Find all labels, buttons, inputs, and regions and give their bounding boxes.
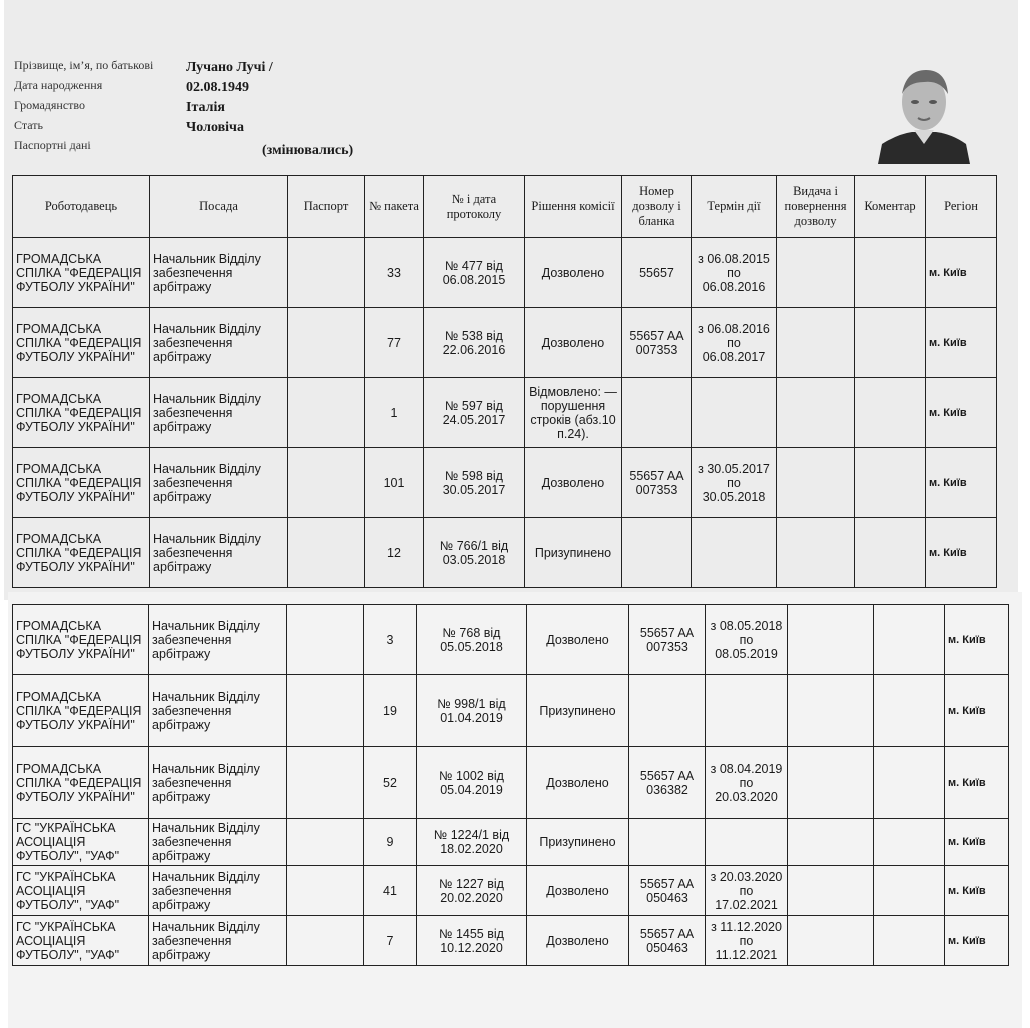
- cell-position: Начальник Відділу забезпечення арбітражу: [150, 518, 288, 588]
- cell-employer: ГРОМАДСЬКА СПІЛКА "ФЕДЕРАЦІЯ ФУТБОЛУ УКРАЇНИ": [13, 675, 149, 747]
- cell-passport: [287, 866, 364, 916]
- cell-issue: [777, 378, 855, 448]
- cell-term: з 11.12.2020 по 11.12.2021: [706, 916, 788, 966]
- cell-issue: [788, 916, 874, 966]
- cell-permit: 55657 AA 036382: [629, 747, 706, 819]
- cell-package: 12: [365, 518, 424, 588]
- field-value: 02.08.1949: [186, 80, 249, 95]
- passport-note: (змінювались): [262, 143, 354, 158]
- cell-region: м. Київ: [945, 747, 1009, 819]
- cell-employer: ГРОМАДСЬКА СПІЛКА "ФЕДЕРАЦІЯ ФУТБОЛУ УКРАЇНИ": [13, 518, 150, 588]
- cell-permit: 55657 AA 050463: [629, 866, 706, 916]
- cell-term: з 06.08.2015 по 06.08.2016: [692, 238, 777, 308]
- cell-package: 9: [364, 819, 417, 866]
- field-value: Італія: [186, 100, 225, 115]
- cell-permit: 55657 AA 007353: [622, 308, 692, 378]
- cell-comment: [855, 308, 926, 378]
- cell-permit: 55657 AA 050463: [629, 916, 706, 966]
- header-decision: Рішення комісії: [525, 176, 622, 238]
- cell-passport: [288, 378, 365, 448]
- cell-employer: ГС "УКРАЇНСЬКА АСОЦІАЦІЯ ФУТБОЛУ", "УАФ": [13, 819, 149, 866]
- cell-region: м. Київ: [945, 675, 1009, 747]
- cell-comment: [874, 605, 945, 675]
- cell-comment: [855, 518, 926, 588]
- cell-decision: Дозволено: [527, 747, 629, 819]
- header-region: Регіон: [926, 176, 997, 238]
- table-row: [13, 747, 1009, 819]
- cell-passport: [287, 916, 364, 966]
- table-row: [13, 308, 997, 378]
- cell-protocol: № 768 від 05.05.2018: [417, 605, 527, 675]
- permits-table-part1: [12, 175, 997, 588]
- header-issue: Видача і повернення дозволу: [777, 176, 855, 238]
- header-comment: Коментар: [855, 176, 926, 238]
- table-row: [13, 675, 1009, 747]
- table-row: [13, 916, 1009, 966]
- field-label: Дата народження: [14, 78, 103, 92]
- cell-region: м. Київ: [926, 518, 997, 588]
- header-employer: Роботодавець: [13, 176, 150, 238]
- cell-comment: [855, 378, 926, 448]
- cell-package: 101: [365, 448, 424, 518]
- cell-decision: Дозволено: [525, 238, 622, 308]
- field-label: Прізвище, ім’я, по батькові: [14, 58, 154, 72]
- field-value: Чоловіча: [186, 120, 244, 135]
- header-term: Термін дії: [692, 176, 777, 238]
- table-header-row: [13, 176, 997, 238]
- cell-protocol: № 597 від 24.05.2017: [424, 378, 525, 448]
- header-protocol: № і дата протоколу: [424, 176, 525, 238]
- cell-position: Начальник Відділу забезпечення арбітражу: [149, 605, 287, 675]
- cell-region: м. Київ: [945, 916, 1009, 966]
- cell-protocol: № 598 від 30.05.2017: [424, 448, 525, 518]
- cell-permit: [629, 675, 706, 747]
- cell-comment: [855, 238, 926, 308]
- header-package: № пакета: [365, 176, 424, 238]
- cell-position: Начальник Відділу забезпечення арбітражу: [149, 747, 287, 819]
- cell-passport: [288, 308, 365, 378]
- cell-position: Начальник Відділу забезпечення арбітражу: [150, 238, 288, 308]
- portrait-photo-icon: [878, 64, 970, 164]
- cell-issue: [777, 238, 855, 308]
- cell-comment: [874, 675, 945, 747]
- cell-protocol: № 1227 від 20.02.2020: [417, 866, 527, 916]
- cell-decision: Дозволено: [527, 605, 629, 675]
- cell-employer: ГРОМАДСЬКА СПІЛКА "ФЕДЕРАЦІЯ ФУТБОЛУ УКРАЇНИ": [13, 747, 149, 819]
- cell-package: 1: [365, 378, 424, 448]
- cell-employer: ГС "УКРАЇНСЬКА АСОЦІАЦІЯ ФУТБОЛУ", "УАФ": [13, 916, 149, 966]
- cell-comment: [874, 866, 945, 916]
- cell-employer: ГРОМАДСЬКА СПІЛКА "ФЕДЕРАЦІЯ ФУТБОЛУ УКРАЇНИ": [13, 308, 150, 378]
- cell-decision: Призупинено: [525, 518, 622, 588]
- field-value: Лучано Лучі /: [186, 60, 273, 75]
- table-row: [13, 605, 1009, 675]
- field-label: Громадянство: [14, 98, 85, 112]
- cell-issue: [788, 605, 874, 675]
- cell-position: Начальник Відділу забезпечення арбітражу: [149, 916, 287, 966]
- cell-package: 41: [364, 866, 417, 916]
- cell-issue: [788, 675, 874, 747]
- cell-package: 19: [364, 675, 417, 747]
- cell-comment: [874, 747, 945, 819]
- cell-term: з 20.03.2020 по 17.02.2021: [706, 866, 788, 916]
- cell-region: м. Київ: [945, 866, 1009, 916]
- cell-region: м. Київ: [926, 238, 997, 308]
- permits-table-part2: [12, 604, 1009, 966]
- cell-region: м. Київ: [945, 819, 1009, 866]
- cell-passport: [287, 675, 364, 747]
- cell-term: з 08.04.2019 по 20.03.2020: [706, 747, 788, 819]
- cell-protocol: № 538 від 22.06.2016: [424, 308, 525, 378]
- cell-term: [706, 675, 788, 747]
- cell-package: 33: [365, 238, 424, 308]
- cell-protocol: № 477 від 06.08.2015: [424, 238, 525, 308]
- cell-employer: ГС "УКРАЇНСЬКА АСОЦІАЦІЯ ФУТБОЛУ", "УАФ": [13, 866, 149, 916]
- cell-term: [692, 378, 777, 448]
- cell-comment: [874, 916, 945, 966]
- cell-passport: [287, 605, 364, 675]
- cell-issue: [788, 819, 874, 866]
- cell-issue: [788, 866, 874, 916]
- cell-comment: [855, 448, 926, 518]
- cell-issue: [777, 518, 855, 588]
- header-permit: Номер дозволу і бланка: [622, 176, 692, 238]
- cell-employer: ГРОМАДСЬКА СПІЛКА "ФЕДЕРАЦІЯ ФУТБОЛУ УКРАЇНИ": [13, 448, 150, 518]
- cell-permit: [622, 378, 692, 448]
- header-passport: Паспорт: [288, 176, 365, 238]
- cell-decision: Дозволено: [527, 866, 629, 916]
- cell-decision: Дозволено: [525, 448, 622, 518]
- cell-protocol: № 1002 від 05.04.2019: [417, 747, 527, 819]
- field-label: Стать: [14, 118, 43, 132]
- table-row: [13, 866, 1009, 916]
- cell-term: [692, 518, 777, 588]
- table-row: [13, 238, 997, 308]
- cell-position: Начальник Відділу забезпечення арбітражу: [149, 819, 287, 866]
- cell-protocol: № 998/1 від 01.04.2019: [417, 675, 527, 747]
- cell-region: м. Київ: [926, 378, 997, 448]
- table-body-part2: [13, 605, 1009, 966]
- cell-passport: [288, 448, 365, 518]
- cell-permit: 55657 AA 007353: [629, 605, 706, 675]
- cell-permit: 55657 AA 007353: [622, 448, 692, 518]
- cell-decision: Призупинено: [527, 675, 629, 747]
- cell-issue: [788, 747, 874, 819]
- field-label: Паспортні дані: [14, 138, 91, 152]
- cell-term: з 30.05.2017 по 30.05.2018: [692, 448, 777, 518]
- table-row: [13, 518, 997, 588]
- table-body-part1: [13, 238, 997, 588]
- cell-issue: [777, 308, 855, 378]
- cell-package: 7: [364, 916, 417, 966]
- cell-decision: Дозволено: [525, 308, 622, 378]
- cell-decision: Призупинено: [527, 819, 629, 866]
- cell-region: м. Київ: [926, 308, 997, 378]
- cell-decision: Дозволено: [527, 916, 629, 966]
- table-row: [13, 378, 997, 448]
- cell-protocol: № 1455 від 10.12.2020: [417, 916, 527, 966]
- cell-term: з 08.05.2018 по 08.05.2019: [706, 605, 788, 675]
- cell-position: Начальник Відділу забезпечення арбітражу: [150, 378, 288, 448]
- cell-decision: Відмовлено: — порушення строків (абз.10 п.24).: [525, 378, 622, 448]
- cell-position: Начальник Відділу забезпечення арбітражу: [149, 675, 287, 747]
- cell-passport: [287, 819, 364, 866]
- cell-package: 3: [364, 605, 417, 675]
- cell-permit: [629, 819, 706, 866]
- cell-passport: [287, 747, 364, 819]
- cell-permit: 55657: [622, 238, 692, 308]
- cell-permit: [622, 518, 692, 588]
- cell-region: м. Київ: [945, 605, 1009, 675]
- table-row: [13, 448, 997, 518]
- cell-term: з 06.08.2016 по 06.08.2017: [692, 308, 777, 378]
- cell-region: м. Київ: [926, 448, 997, 518]
- cell-package: 52: [364, 747, 417, 819]
- cell-package: 77: [365, 308, 424, 378]
- cell-position: Начальник Відділу забезпечення арбітражу: [150, 448, 288, 518]
- cell-employer: ГРОМАДСЬКА СПІЛКА "ФЕДЕРАЦІЯ ФУТБОЛУ УКРАЇНИ": [13, 605, 149, 675]
- table-row: [13, 819, 1009, 866]
- portrait-photo: [878, 64, 970, 164]
- cell-passport: [288, 238, 365, 308]
- cell-position: Начальник Відділу забезпечення арбітражу: [149, 866, 287, 916]
- cell-passport: [288, 518, 365, 588]
- cell-protocol: № 766/1 від 03.05.2018: [424, 518, 525, 588]
- cell-protocol: № 1224/1 від 18.02.2020: [417, 819, 527, 866]
- cell-employer: ГРОМАДСЬКА СПІЛКА "ФЕДЕРАЦІЯ ФУТБОЛУ УКРАЇНИ": [13, 238, 150, 308]
- cell-comment: [874, 819, 945, 866]
- cell-position: Начальник Відділу забезпечення арбітражу: [150, 308, 288, 378]
- cell-issue: [777, 448, 855, 518]
- cell-employer: ГРОМАДСЬКА СПІЛКА "ФЕДЕРАЦІЯ ФУТБОЛУ УКРАЇНИ": [13, 378, 150, 448]
- cell-term: [706, 819, 788, 866]
- header-position: Посада: [150, 176, 288, 238]
